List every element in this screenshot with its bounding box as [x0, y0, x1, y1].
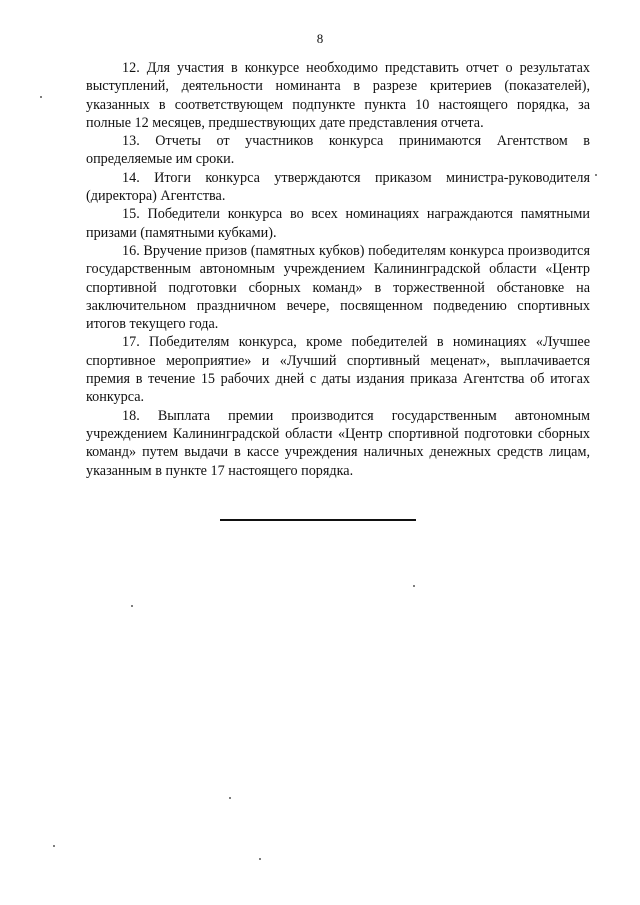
paragraph-17: 17. Победителям конкурса, кроме победителей в номинациях «Лучшее спортивное мероприятие» и «Лучший спортивный меценат», выплачивается премия в течение 15 рабочих дней с даты издания приказа Агентства об итогах конкурса. [86, 334, 590, 406]
scan-speck [413, 585, 415, 587]
scan-speck [229, 797, 231, 799]
document-body [86, 59, 590, 480]
scan-speck [131, 605, 133, 607]
paragraph-15: 15. Победители конкурса во всех номинациях награждаются памятными призами (памятными кубками). [86, 206, 590, 241]
paragraph-16: 16. Вручение призов (памятных кубков) победителям конкурса производится государственным автономным учреждением Калининградской области «Центр спортивной подготовки сборных команд» в торжественной обстановке на заключительном праздничном вечере, посвященном подведению спортивных итогов текущего года. [86, 242, 590, 333]
paragraph-12: 12. Для участия в конкурсе необходимо представить отчет о результатах выступлений, деятельности номинанта в разрезе критериев (показателей), указанных в соответствующем подпункте пункта 10 настоящего порядка, за полные 12 месяцев, предшествующих дате представления отчета. [86, 60, 590, 131]
scan-speck [53, 845, 55, 847]
paragraph-18: 18. Выплата премии производится государственным автономным учреждением Калининградской области «Центр спортивной подготовки сборных команд» путем выдачи в кассе учреждения наличных денежных средств лицам, указанным в пункте 17 настоящего порядка. [86, 407, 590, 479]
scan-speck [595, 174, 597, 176]
scan-speck [259, 858, 261, 860]
paragraph-13: 13. Отчеты от участников конкурса принимаются Агентством в определяемые им сроки. [86, 133, 590, 168]
end-of-document-line [220, 519, 416, 521]
scan-speck [40, 96, 42, 98]
paragraph-14: 14. Итоги конкурса утверждаются приказом министра-руководителя (директора) Агентства. [86, 169, 590, 205]
page-number: 8 [316, 31, 324, 46]
